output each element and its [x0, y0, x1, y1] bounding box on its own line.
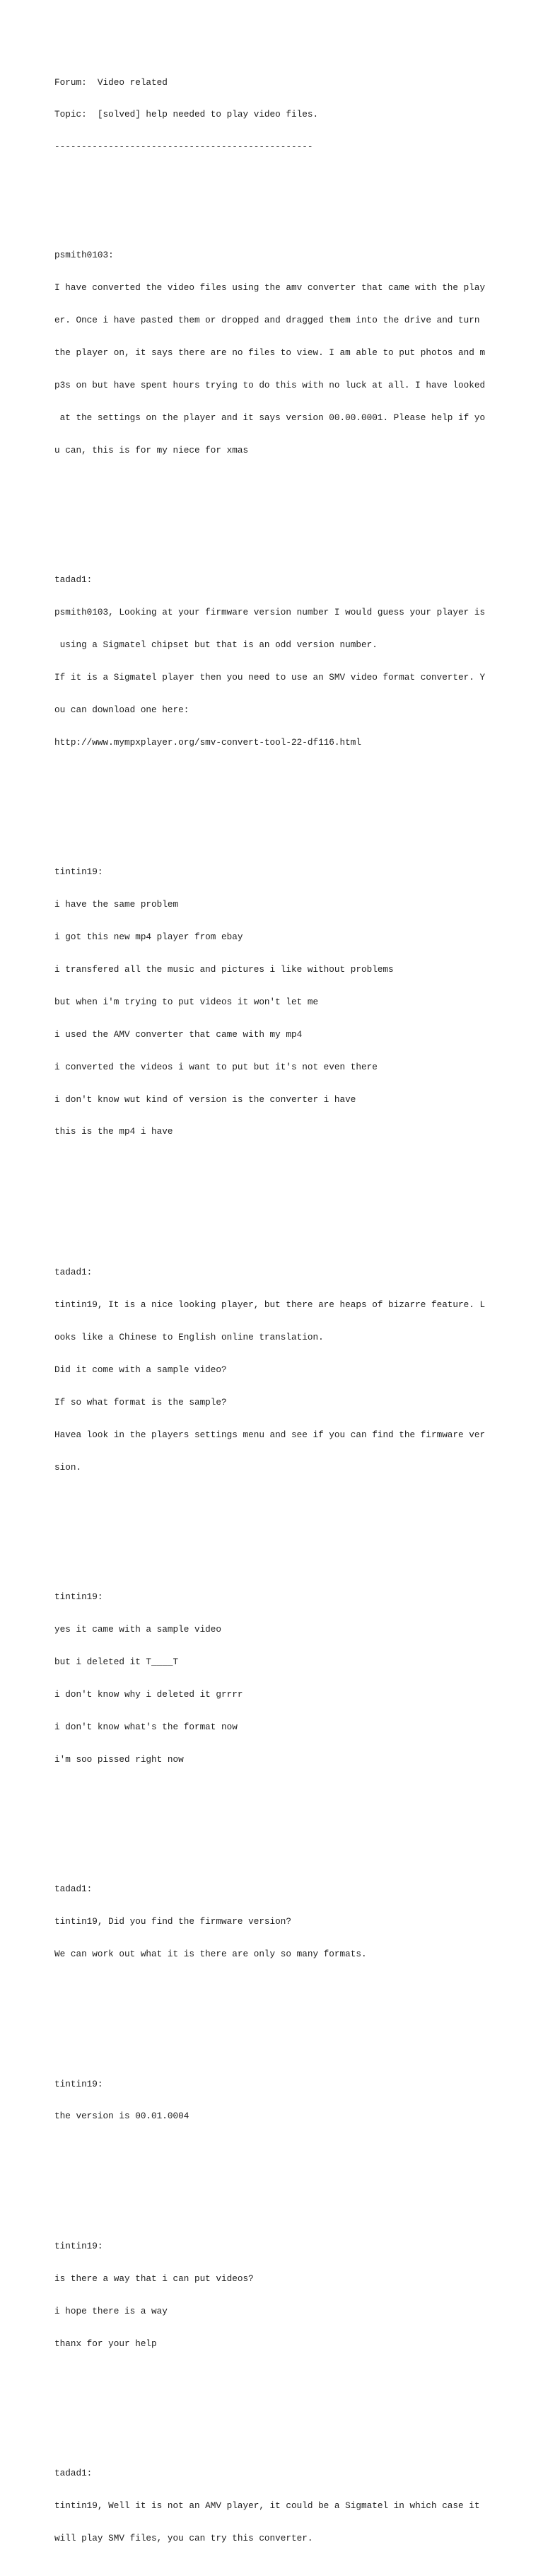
- post-line: is there a way that i can put videos?: [54, 2273, 254, 2284]
- divider-line: ------------------------------------------------: [54, 141, 313, 153]
- post-line: but i deleted it T____T: [54, 1656, 179, 1667]
- post-line: We can work out what it is there are only so many formats.: [54, 1948, 367, 1959]
- post-line: but when i'm trying to put videos it won't let me: [54, 996, 319, 1007]
- post-tintin19: [54, 2057, 535, 2143]
- post-line: sion.: [54, 1461, 82, 1473]
- post-line: the player on, it says there are no files to view. I am able to put photos and m: [54, 347, 486, 359]
- post-author: tadad1:: [54, 2468, 93, 2479]
- post-tadad1: [54, 2447, 535, 2565]
- post-line: yes it came with a sample video: [54, 1624, 222, 1635]
- post-line: tintin19, Did you find the firmware version?: [54, 1916, 292, 1927]
- post-line: i'm soo pissed right now: [54, 1753, 184, 1765]
- post-author: tintin19:: [54, 866, 103, 878]
- post-line: i transfered all the music and pictures i like without problems: [54, 963, 394, 975]
- post-author: tintin19:: [54, 2078, 103, 2089]
- post-line: u can, this is for my niece for xmas: [54, 444, 249, 456]
- post-line: i used the AMV converter that came with my mp4: [54, 1028, 303, 1040]
- post-line: p3s on but have spent hours trying to do this with no luck at all. I have looked: [54, 379, 486, 390]
- post-line: Havea look in the players settings menu and see if you can find the firmware ver: [54, 1429, 486, 1440]
- post-tintin19: [54, 2219, 535, 2370]
- post-line: will play SMV files, you can try this converter.: [54, 2532, 313, 2543]
- post-author: tadad1:: [54, 574, 93, 586]
- post-line: i don't know why i deleted it grrrr: [54, 1688, 243, 1700]
- post-line: i have the same problem: [54, 899, 179, 910]
- post-line: i converted the videos i want to put but it's not even there: [54, 1061, 378, 1072]
- post-line: psmith0103, Looking at your firmware version number I would guess your player is: [54, 607, 486, 618]
- post-author: tintin19:: [54, 2240, 103, 2251]
- post-line: i don't know what's the format now: [54, 1721, 238, 1732]
- forum-thread-document: [54, 55, 535, 2576]
- post-line: this is the mp4 i have: [54, 1126, 173, 1137]
- post-author: tadad1:: [54, 1267, 93, 1278]
- post-line: the version is 00.01.0004: [54, 2111, 189, 2122]
- post-psmith0103: [54, 228, 535, 477]
- post-line: If so what format is the sample?: [54, 1396, 227, 1408]
- post-line: using a Sigmatel chipset but that is an odd version number.: [54, 639, 378, 651]
- post-line: i got this new mp4 player from ebay: [54, 932, 243, 943]
- post-line: i hope there is a way: [54, 2305, 168, 2316]
- post-line: at the settings on the player and it says version 00.00.0001. Please help if yo: [54, 412, 486, 423]
- post-line: thanx for your help: [54, 2338, 157, 2349]
- post-author: psmith0103:: [54, 250, 114, 261]
- converter-link-text: http://www.mympxplayer.org/smv-convert-tool-22-df116.html: [54, 736, 361, 748]
- post-tadad1: [54, 1862, 535, 1981]
- post-tintin19: [54, 845, 535, 1159]
- post-line: i don't know wut kind of version is the converter i have: [54, 1093, 356, 1105]
- post-line: If it is a Sigmatel player then you need to use an SMV video format converter. Y: [54, 671, 486, 683]
- post-line: I have converted the video files using the amv converter that came with the play: [54, 282, 486, 294]
- post-author: tintin19:: [54, 1591, 103, 1603]
- post-tadad1: [54, 1246, 535, 1495]
- post-line: ooks like a Chinese to English online translation.: [54, 1332, 324, 1343]
- post-line: Did it come with a sample video?: [54, 1364, 227, 1375]
- post-author: tadad1:: [54, 1884, 93, 1895]
- topic-line: Topic: [solved] help needed to play video files.: [54, 109, 319, 120]
- post-line: tintin19, Well it is not an AMV player, it could be a Sigmatel in which case it: [54, 2500, 480, 2512]
- post-line: tintin19, It is a nice looking player, but there are heaps of bizarre feature. L: [54, 1299, 486, 1311]
- post-line: er. Once i have pasted them or dropped and dragged them into the drive and turn: [54, 315, 480, 326]
- post-tintin19: [54, 1570, 535, 1787]
- forum-line: Forum: Video related: [54, 76, 168, 88]
- post-line: ou can download one here:: [54, 704, 189, 715]
- post-tadad1: [54, 553, 535, 770]
